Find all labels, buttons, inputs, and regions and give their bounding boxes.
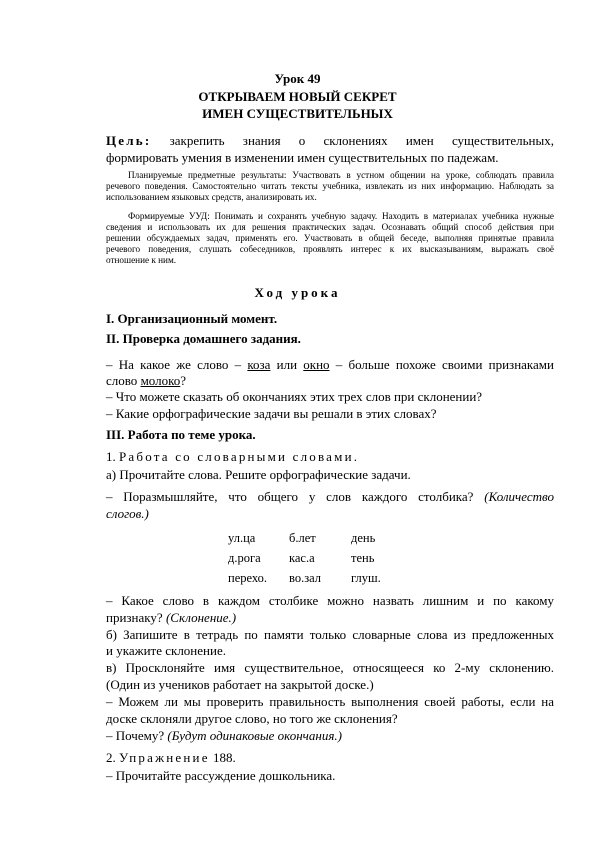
planned-line-2: речевого поведения. Самостоятельно читать тексты учебника, извлекать из них информацию. Наблюдать за [106,181,554,191]
word-cell: кас.а [289,551,315,565]
task-b-line-1: б) Запишите в тетрадь по памяти только словарные слова из предложенных [106,627,554,642]
part-1-heading: 1. Работа со словарными словами. [106,449,360,464]
section-organizational: I. Организационный момент. [106,311,278,326]
word-cell: день [351,531,376,545]
goal-line-2: формировать умения в изменении имен существительных по падежам. [106,150,499,165]
why-line: – Почему? (Будут одинаковые окончания.) [106,728,342,743]
task-a: а) Прочитайте слова. Решите орфографические задачи. [106,467,411,482]
part-2-heading: 2. Упражнение 188. [106,750,236,765]
word-cell: глуш. [351,571,381,585]
goal-label: Цель: [106,133,152,148]
section-homework: II. Проверка домашнего задания. [106,331,301,346]
uud-line-4: речевого поведения, слушать собеседников, проявлять интерес к их высказываниям, выражать своё [106,244,554,254]
word-cell: тень [351,551,375,565]
task-b-line-2: и укажите склонение. [106,643,226,658]
word-cell: перехо. [228,571,268,585]
word-cell: во.зал [289,571,322,585]
think-line-2: слогов.) [106,506,149,521]
lesson-number: Урок 49 [274,71,321,86]
word-cell: ул.ца [228,531,256,545]
goal-line-1 [106,133,554,149]
word-cell: д.рога [228,551,261,565]
title-line-2: ИМЕН СУЩЕСТВИТЕЛЬНЫХ [202,106,393,121]
planned-line-3: использованием языковых средств, анализировать их. [106,192,317,202]
planned-line-1: Планируемые предметные результаты: Участвовать в устном общении на уроке, соблюдать правила [128,170,554,180]
course-title: Ход урока [254,285,341,300]
word-okno: окно [303,357,330,372]
check-line-1: – Можем ли мы проверить правильность выполнения своей работы, если на [106,694,554,709]
extra-line-2: признаку? (Склонение.) [106,610,237,625]
section-lesson-work: III. Работа по теме урока. [106,427,256,442]
word-koza: коза [247,357,271,372]
uud-line-2: сведения и использовать их для решения практических задач. Осознавать общий способ действия при [106,222,554,232]
task-v-line-1: в) Просклоняйте имя существительное, относящееся ко 2-му склонению. [106,660,554,675]
homework-q1-line-1: – На какое же слово – коза или окно – больше похоже своими признаками [106,357,554,372]
check-line-2: доске склоняли другое слово, но того же склонения? [106,711,398,726]
think-line-1: – Поразмышляйте, что общего у слов каждого столбика? (Количество [106,489,554,504]
homework-q1-line-2: слово молоко? [106,373,187,388]
uud-line-5: отношение к ним. [106,255,177,265]
extra-line-1: – Какое слово в каждом столбике можно назвать лишним и по какому [106,593,554,608]
homework-q3: – Какие орфографические задачи вы решали в этих словах? [106,406,437,421]
goal-text: закрепить знания о склонениях имен существительных, [169,133,555,148]
word-moloko: молоко [140,373,181,388]
title-line-1: ОТКРЫВАЕМ НОВЫЙ СЕКРЕТ [198,89,397,104]
read-instruction: – Прочитайте рассуждение дошкольника. [106,768,336,783]
homework-q2: – Что можете сказать об окончаниях этих трех слов при склонении? [106,389,483,404]
uud-line-3: решении обсуждаемых задач, применять его. Участвовать в общей беседе, выполняя принятые правила [106,233,554,243]
uud-line-1: Формируемые УУД: Понимать и сохранять учебную задачу. Находить в материалах учебника нужные [128,211,554,221]
word-cell: б.лет [289,531,316,545]
task-v-line-2: (Один из учеников работает на закрытой доске.) [106,677,374,692]
